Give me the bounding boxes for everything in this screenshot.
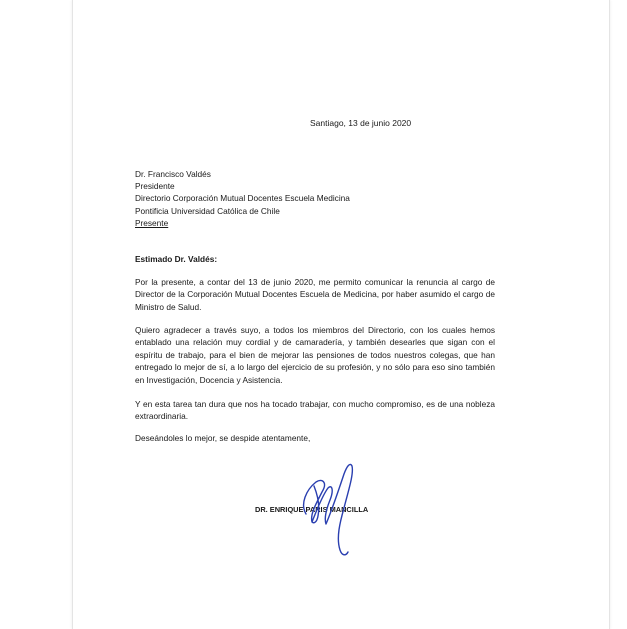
body-paragraph: Quiero agradecer a través suyo, a todos los miembros del Directorio, con los cuales hemos entablado una relación muy cordial y de camaradería, y también desearles que sigan con el espíritu de trabajo, para el bien de mejorar las pensiones de todos nuestros colegas, que han entregado lo mejor de sí, a lo largo del ejercicio de su profesión, y no sólo para eso sino también en Investigación, Docencia y Asistencia. [135, 325, 495, 385]
body-paragraph: Y en esta tarea tan dura que nos ha tocado trabajar, con mucho compromiso, es de una nobleza extraordinaria. [135, 399, 495, 422]
recipient-organization: Directorio Corporación Mutual Docentes Escuela Medicina [135, 193, 350, 204]
signer-name: DR. ENRIQUE PARIS MANCILLA [255, 505, 369, 514]
recipient-title: Presidente [135, 181, 175, 192]
recipient-name: Dr. Francisco Valdés [135, 169, 211, 179]
recipient-delivery: Presente [135, 217, 169, 228]
handwritten-signature [292, 452, 382, 562]
body-paragraph: Por la presente, a contar del 13 de junio 2020, me permito comunicar la renuncia al cargo de Director de la Corporación Mutual Docentes Escuela de Medicina, por haber asumido el cargo de Ministro de Salud. [135, 277, 495, 312]
closing-line: Deseándoles lo mejor, se despide atentamente, [135, 433, 311, 443]
letter-date: Santiago, 13 de junio 2020 [310, 118, 412, 128]
greeting: Estimado Dr. Valdés: [135, 254, 218, 264]
recipient-block [135, 168, 350, 229]
recipient-institution: Pontificia Universidad Católica de Chile [135, 205, 280, 216]
